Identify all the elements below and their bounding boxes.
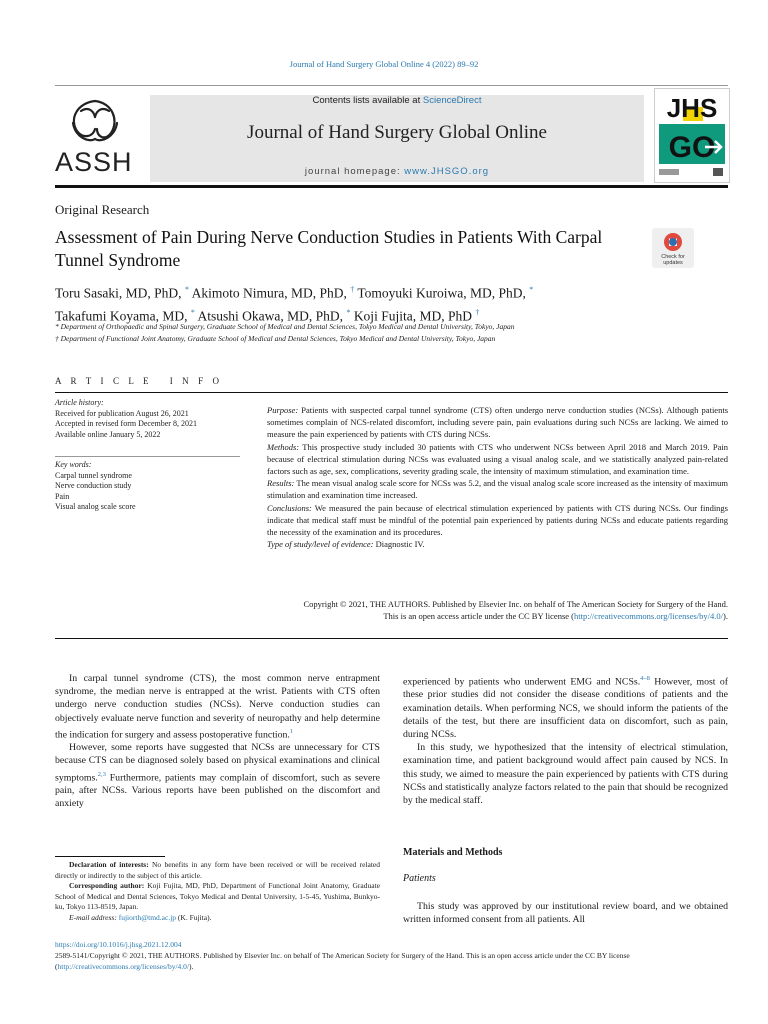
footnote — [55, 860, 380, 923]
article-title: Assessment of Pain During Nerve Conduction Studies in Patients With Carpal Tunnel Syndrome — [55, 227, 603, 270]
body-text: In carpal tunnel syndrome (CTS), the most common nerve entrapment syndrome, the median nerve is entrapped at the wrist. Patients with CTS often undergo nerve conduction studies (NCSs). Nerve conduction studies can objectively evaluate nerve function and severity of neuropathy and help determine the indication for surgery and assess postoperative function. — [55, 673, 380, 741]
purpose-label: Purpose: — [267, 405, 299, 415]
issn-suffix: ). — [189, 961, 194, 971]
footnote-rule — [55, 856, 165, 857]
body-text: However, most of these prior studies did not consider the disease conditions of patients and the examination details. When performing NCS, we should inform the patients of the details of the test, but there are insufficient data on discomfort, such as pain, during NCSs. — [403, 676, 728, 741]
journal-citation[interactable]: Journal of Hand Surgery Global Online 4 (2022) 89–92 — [289, 59, 479, 69]
corresponding-author — [55, 881, 380, 913]
keywords — [55, 460, 240, 513]
body-text: Furthermore, patients may complain of discomfort, such as severe pain, after NCSs. Various reports have been published on the discomfort and anxiety — [55, 771, 380, 810]
email-suffix: (K. Fujita). — [176, 912, 212, 922]
conclusions-label: Conclusions: — [267, 502, 312, 513]
keyword-item: Carpal tunnel syndrome — [55, 470, 132, 480]
body-column-right — [403, 672, 728, 807]
contents-prefix: Contents lists available at — [312, 95, 423, 106]
declaration-of-interests — [55, 860, 380, 881]
contents-available — [150, 95, 644, 106]
history-label: Article history: — [55, 398, 104, 407]
affiliation-1: * Department of Orthopaedic and Spinal Surgery, Graduate School of Medical and Dental Sciences, Tokyo Medical and Dental University, Tokyo, Japan — [55, 322, 515, 331]
assh-logo-text: ASSH — [55, 147, 133, 177]
article-history — [55, 398, 240, 440]
body-column-left — [55, 672, 380, 811]
interests-text: No benefits in any form have been received or will be received related directly or indirectly to the subject of this article. — [55, 860, 380, 880]
history-received: Received for publication August 26, 2021 — [55, 408, 189, 418]
copyright-line-2 — [150, 610, 728, 622]
issn-license-link[interactable]: http://creativecommons.org/licenses/by/4.0/ — [57, 961, 190, 971]
abstract-study-type — [267, 538, 728, 550]
copyright-suffix: ). — [723, 611, 728, 621]
abstract-purpose — [267, 404, 728, 441]
author-affil-marker: † — [350, 285, 355, 294]
interests-label: Declaration of interests: — [69, 860, 149, 869]
author-name[interactable]: Akimoto Nimura, MD, PhD, — [191, 285, 351, 301]
issn-copyright — [55, 951, 728, 972]
article-info-rule — [55, 392, 728, 393]
doi-link[interactable]: https://doi.org/10.1016/j.jhsg.2021.12.004 — [55, 940, 182, 949]
article-type: Original Research — [55, 202, 150, 217]
abstract-copyright — [150, 598, 728, 622]
reference-link[interactable]: 1 — [289, 727, 294, 735]
author-affil-marker: * — [190, 307, 195, 317]
author-name[interactable]: Koji Fujita, MD, PhD — [353, 308, 476, 323]
abstract-rule — [55, 638, 728, 639]
check-for-updates-icon[interactable] — [652, 228, 694, 268]
journal-cover-thumbnail[interactable] — [654, 88, 730, 183]
body-paragraph: This study was approved by our institutional review board, and we obtained written informed consent from all patients. All — [403, 901, 728, 926]
journal-cover-art — [655, 89, 729, 182]
check-for-updates-label: Check for updates — [661, 254, 685, 266]
email-label: E-mail address: — [69, 912, 117, 922]
keyword-item: Pain — [55, 491, 70, 501]
abstract-conclusions — [267, 502, 728, 539]
study-type-text: Diagnostic IV. — [373, 539, 425, 550]
body-text: However, some reports have suggested that NCSs are unnecessary for CTS because CTS can be diagnosed solely based on physical examinations and clinical symptoms. — [55, 742, 380, 783]
corresponding-label: Corresponding author: — [69, 881, 145, 890]
author-name[interactable]: Takafumi Koyama, MD, — [55, 308, 191, 323]
copyright-prefix: This is an open access article under the CC BY license ( — [383, 611, 574, 621]
cover-bottom-text: GO — [668, 131, 716, 164]
body-paragraph: In this study, we hypothesized that the intensity of electrical stimulation, examination time, and patient background would affect pain caused by NCS. In this study, we aimed to measure the pain experienced by patients with CTS during NCSs and statistically analyze factors related to the pain that should be recognized by the medical staff. — [403, 742, 728, 807]
abstract-results — [267, 477, 728, 501]
history-accepted: Accepted in revised form December 8, 2021 — [55, 419, 197, 428]
reference-link[interactable]: 2,3 — [97, 770, 106, 778]
reference-link[interactable]: 4–8 — [640, 675, 650, 682]
author-line-1 — [55, 280, 705, 303]
copyright-line-1: Copyright © 2021, THE AUTHORS. Published by Elsevier Inc. on behalf of The American Society for Surgery of the Hand. — [303, 599, 728, 609]
author-affil-marker: † — [475, 307, 480, 317]
conclusions-text: We measured the pain because of electrical stimulation experienced by patients with CTS during NCSs. Our findings indicate that medical staff must be mindful of the potential pain experienced by patients during NCSs and educate patients regarding the necessity of the examination and its procedures. — [267, 502, 728, 538]
author-affil-marker: * — [346, 307, 351, 317]
homepage-link[interactable]: www.JHSGO.org — [404, 166, 490, 177]
body-column-right-continued — [403, 900, 728, 926]
journal-name: Journal of Hand Surgery Global Online — [247, 122, 547, 143]
body-paragraph — [55, 741, 380, 810]
purpose-text: Patients with suspected carpal tunnel syndrome (CTS) often undergo nerve conduction studies (NCSs). Although patients sometimes complain of NCS-related discomfort, including severe pain, pain evaluations during such NCSs are lacking. We aimed to measure the pain experienced by patients with CTS during NCSs. — [267, 405, 728, 440]
body-paragraph — [403, 672, 728, 741]
article-info-heading: A R T I C L E I N F O — [55, 376, 223, 386]
keyword-item: Visual analog scale score — [55, 502, 136, 511]
author-affil-marker: * — [184, 285, 189, 294]
author-affil-marker: * — [529, 285, 534, 294]
journal-homepage — [150, 166, 644, 177]
keyword-item: Nerve conduction study — [55, 481, 132, 490]
author-name[interactable]: Toru Sasaki, MD, PhD, — [55, 285, 185, 301]
cover-top-text: JHS — [666, 93, 718, 123]
keywords-label: Key words: — [55, 460, 92, 469]
affiliation-2: † Department of Functional Joint Anatomy, Graduate School of Medical and Dental Sciences, Tokyo Medical and Dental University, Tokyo, Japan — [55, 334, 496, 343]
study-type-label: Type of study/level of evidence: — [267, 539, 374, 550]
banner-bottom-rule — [55, 185, 728, 188]
abstract-methods — [267, 441, 728, 478]
abstract — [267, 404, 728, 550]
body-paragraph — [55, 672, 380, 741]
methods-text: This prospective study included 30 patients with CTS who underwent NCSs between April 2018 and March 2019. Pain because of electrical stimulation during NCSs was evaluated using a visual analog scale, and we statistically analyzed pain-related factors such as age, sex, complications, severity grading scale, the intensity of maximum stimulation, and examination time. — [267, 441, 728, 477]
email-address — [55, 913, 380, 924]
cc-license-link[interactable]: http://creativecommons.org/licenses/by/4.0/ — [573, 611, 724, 621]
homepage-prefix: journal homepage: — [304, 166, 405, 177]
keywords-rule — [55, 456, 240, 457]
sciencedirect-link[interactable]: ScienceDirect — [422, 95, 482, 106]
author-list — [55, 280, 705, 325]
section-heading-methods: Materials and Methods — [403, 847, 503, 858]
banner-top-rule — [55, 85, 728, 86]
author-name[interactable]: Tomoyuki Kuroiwa, MD, PhD, — [357, 285, 530, 301]
corresponding-text: Koji Fujita, MD, PhD, Department of Functional Joint Anatomy, Graduate School of Medical and Dental Sciences, Tokyo Medical and Dental University, 1-5-45, Yushima, Bunkyo-ku, Tokyo 113-8519, Japan. — [55, 881, 380, 911]
body-text: experienced by patients who underwent EMG and NCSs. — [403, 676, 641, 688]
methods-label: Methods: — [267, 441, 300, 452]
results-text: The mean visual analog scale score for NCSs was 5.2, and the visual analog scale score increased as the intensity of maximum stimulation and examination time increased. — [267, 478, 728, 501]
subsection-heading-patients: Patients — [403, 873, 436, 884]
history-online: Available online January 5, 2022 — [55, 429, 161, 439]
issn-text: 2589-5141/Copyright © 2021, THE AUTHORS. Published by Elsevier Inc. on behalf of The American Society for Surgery of the Hand. This is an open access article under the CC BY license ( — [55, 951, 630, 971]
email-link[interactable]: fujiorth@tmd.ac.jp — [118, 912, 177, 922]
author-name[interactable]: Atsushi Okawa, MD, PhD, — [197, 308, 347, 323]
results-label: Results: — [267, 478, 295, 489]
